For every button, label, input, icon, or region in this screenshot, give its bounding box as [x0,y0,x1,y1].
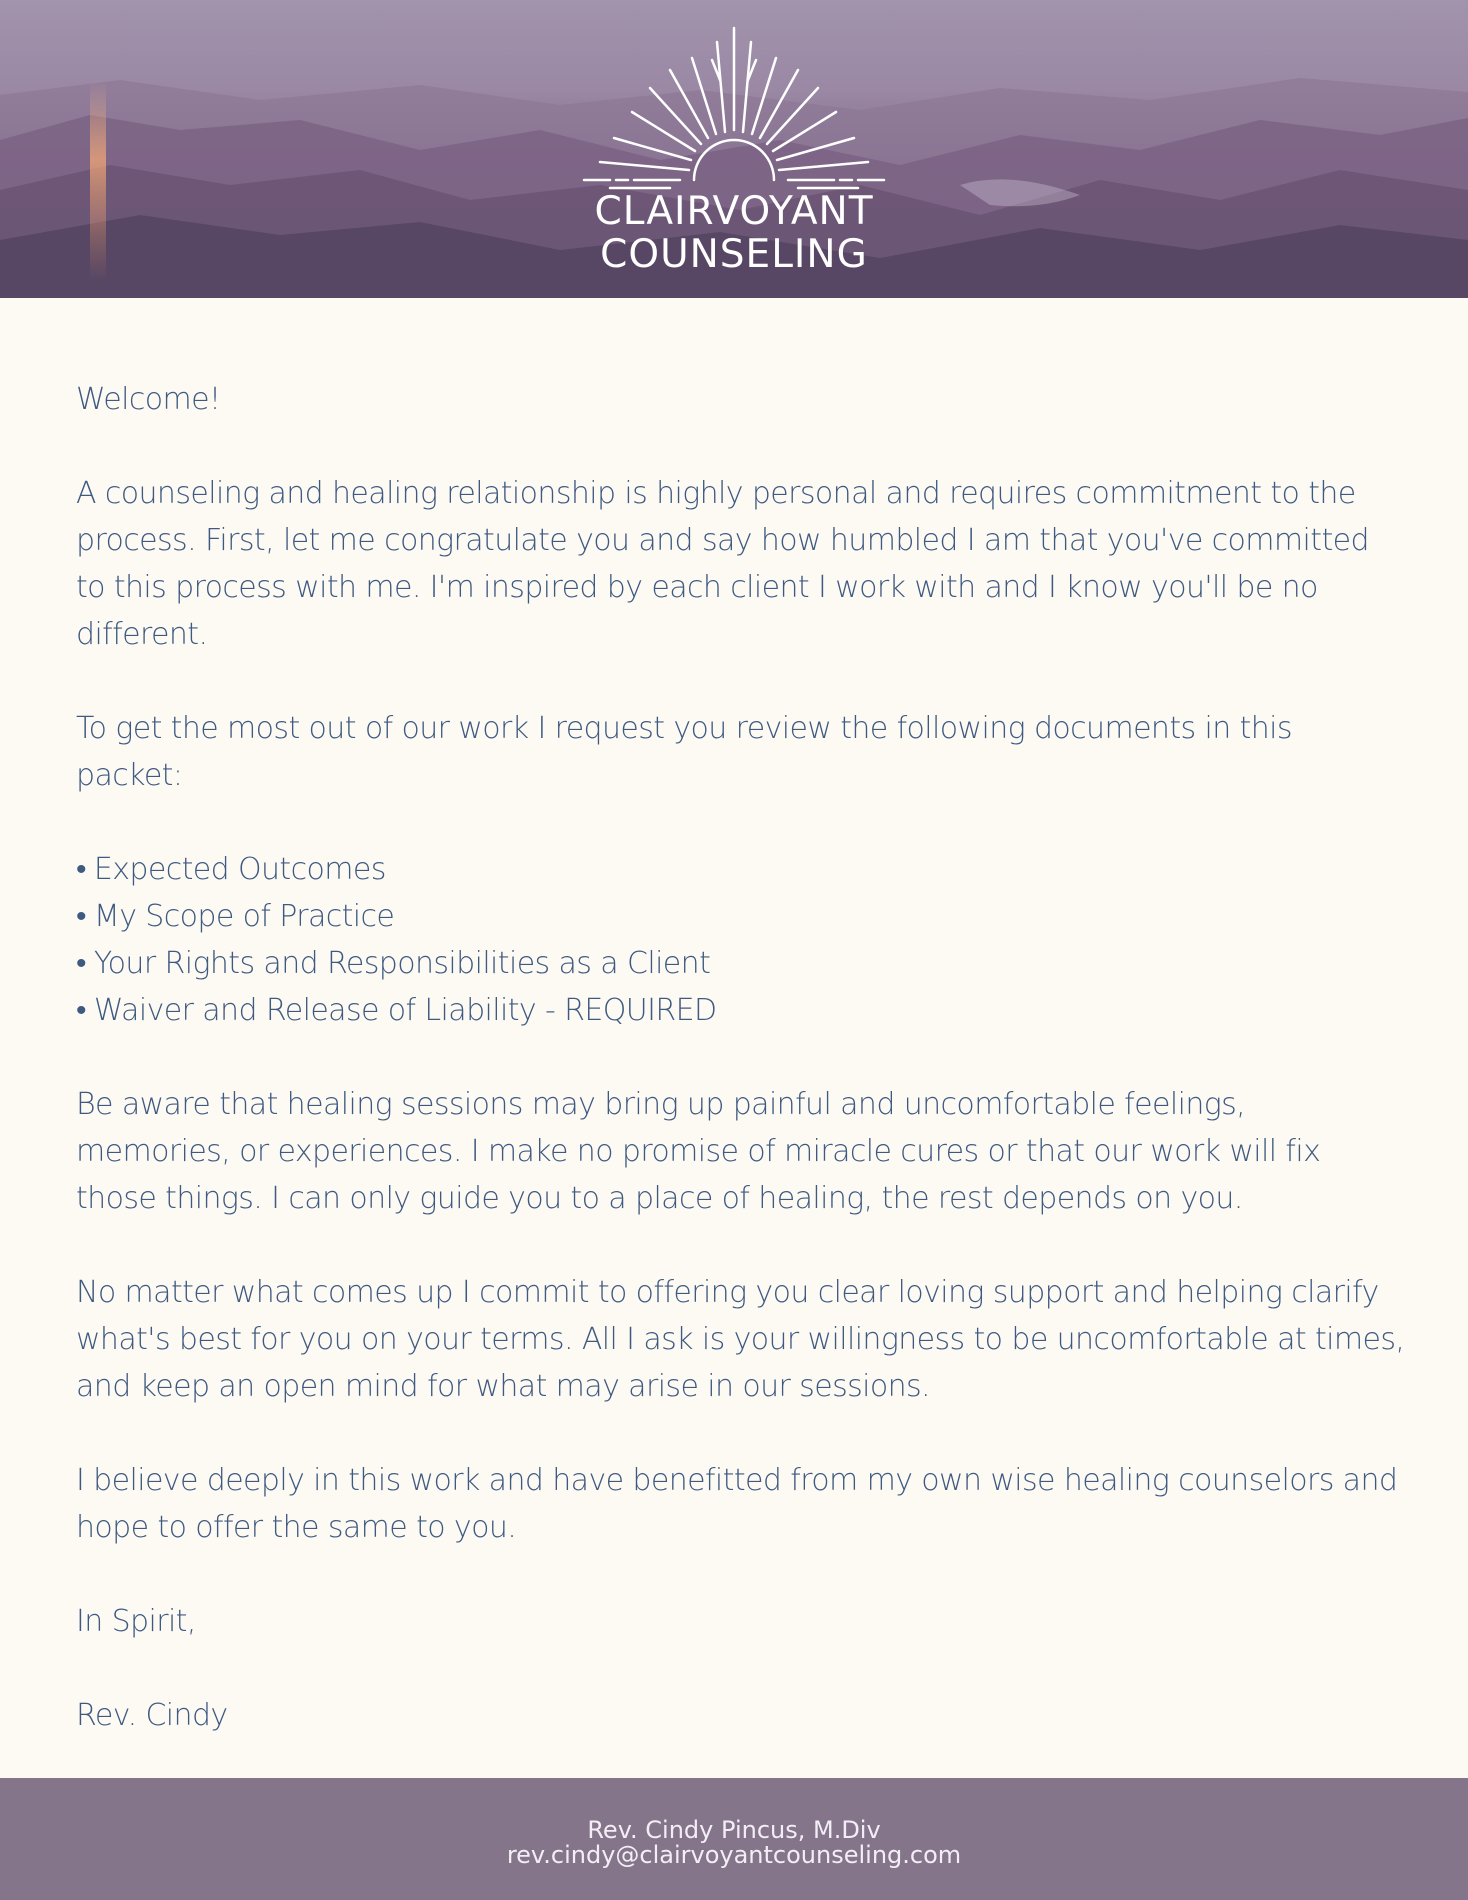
bullet-icon: • [76,852,86,887]
paragraph-belief: I believe deeply in this work and have benefitted from my own wise healing counselors and hope to offer the same to you. [76,1463,1398,1545]
list-item [76,893,1406,940]
signature: Rev. Cindy [76,1698,228,1733]
brand-logo [570,20,898,280]
document-title: Expected Outcomes [93,852,386,887]
bullet-icon: • [76,993,86,1028]
paragraph-review-request: To get the most out of our work I request you review the following documents in this packet: [76,711,1292,793]
bullet-icon: • [76,899,86,934]
list-item [76,940,1406,987]
greeting: Welcome! [76,382,221,417]
footer-email-link[interactable]: rev.cindy@clairvoyantcounseling.com [506,1841,962,1869]
closing: In Spirit, [76,1604,196,1639]
sunburst-icon [570,20,898,190]
paragraph-intro: A counseling and healing relationship is highly personal and requires commitment to the process. First, let me congratulate you and say how humbled I am that you've committed to this process with me. I'm inspired by each client I work with and I know you'll be no different. [76,476,1369,652]
brand-name-line2: COUNSELING [600,232,868,277]
footer-name: Rev. Cindy Pincus, M.Div [587,1816,881,1844]
brand-name-line1: CLAIRVOYANT [594,189,874,234]
document-title: Waiver and Release of Liability - REQUIRED [93,993,717,1028]
documents-list [76,846,1406,1034]
welcome-letter [76,376,1406,1786]
header-banner [0,0,1468,298]
paragraph-awareness: Be aware that healing sessions may bring up painful and uncomfortable feelings, memories, or experiences. I make no promise of miracle cures or that our work will fix those things. I can only guide you to a place of healing, the rest depends on you. [76,1087,1321,1216]
list-item [76,846,1406,893]
bullet-icon: • [76,946,86,981]
document-title: My Scope of Practice [93,899,395,934]
list-item [76,987,1406,1034]
paragraph-commitment: No matter what comes up I commit to offering you clear loving support and helping clarify what's best for you on your terms. All I ask is your willingness to be uncomfortable at times, and keep an open mind for what may arise in our sessions. [76,1275,1405,1404]
footer [0,1778,1468,1900]
document-title: Your Rights and Responsibilities as a Client [93,946,711,981]
